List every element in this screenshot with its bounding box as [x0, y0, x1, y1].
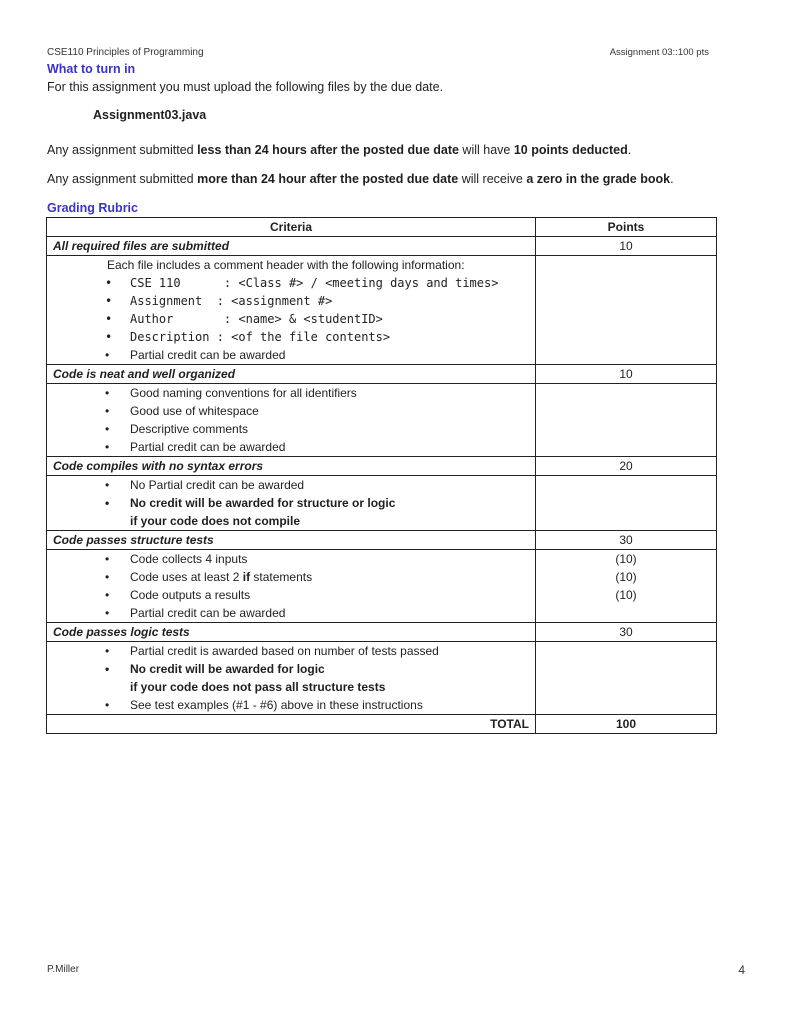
rubric-detail-structure	[47, 550, 717, 623]
list-item: • CSE 110 : <Class #> / <meeting days and times>	[53, 274, 529, 292]
rubric-row-structure	[47, 531, 717, 550]
criterion-intro: Each file includes a comment header with the following information:	[107, 258, 465, 272]
criterion-title: Code compiles with no syntax errors	[47, 457, 536, 476]
criterion-points: 30	[536, 623, 717, 642]
list-item: • Code outputs a results	[53, 586, 529, 604]
grading-rubric-heading: Grading Rubric	[47, 201, 138, 215]
criterion-title: Code passes structure tests	[47, 531, 536, 550]
turn-in-intro: For this assignment you must upload the following files by the due date.	[47, 80, 444, 94]
rubric-row-organized	[47, 365, 717, 384]
list-item: • No credit will be awarded for logic if your code does not pass all structure tests	[53, 660, 529, 696]
page-number: 4	[738, 963, 745, 977]
list-item: • Description : <of the file contents>	[53, 328, 529, 346]
rubric-detail-organized	[47, 384, 717, 457]
criterion-points: 10	[536, 237, 717, 256]
list-item: • Good use of whitespace	[53, 402, 529, 420]
rubric-detail-files	[47, 256, 717, 365]
list-item: • Assignment : <assignment #>	[53, 292, 529, 310]
sub-points: (10)	[615, 588, 637, 602]
list-item: • Partial credit is awarded based on number of tests passed	[53, 642, 529, 660]
what-to-turn-in-heading: What to turn in	[47, 62, 136, 76]
list-item: • Partial credit can be awarded	[53, 438, 529, 456]
rubric-detail-compiles	[47, 476, 717, 531]
rubric-row-compiles	[47, 457, 717, 476]
criterion-points: 10	[536, 365, 717, 384]
rubric-row-files	[47, 237, 717, 256]
criterion-title: Code is neat and well organized	[47, 365, 536, 384]
sub-points: (10)	[615, 570, 637, 584]
list-item: • Partial credit can be awarded	[53, 346, 529, 364]
footer-author: P.Miller	[47, 964, 80, 975]
total-points: 100	[536, 715, 717, 734]
list-item: • See test examples (#1 - #6) above in these instructions	[53, 696, 529, 714]
sub-points: (10)	[615, 552, 637, 566]
late-policy-2: Any assignment submitted more than 24 hour after the posted due date will receive a zero in the grade book.	[47, 172, 674, 186]
header-assignment: Assignment 03::100 pts	[609, 47, 709, 58]
criterion-title: All required files are submitted	[47, 237, 536, 256]
list-item: • Partial credit can be awarded	[53, 604, 529, 622]
criterion-points: 30	[536, 531, 717, 550]
required-file: Assignment03.java	[93, 108, 207, 122]
criterion-points: 20	[536, 457, 717, 476]
criteria-header: Criteria	[47, 218, 536, 237]
rubric-total-row	[47, 715, 717, 734]
list-item: • Good naming conventions for all identifiers	[53, 384, 529, 402]
points-header: Points	[536, 218, 717, 237]
total-label: TOTAL	[47, 715, 536, 734]
rubric-table	[46, 217, 717, 734]
list-item: • No Partial credit can be awarded	[53, 476, 529, 494]
late-policy-1: Any assignment submitted less than 24 hours after the posted due date will have 10 points deducted.	[47, 143, 632, 157]
rubric-detail-logic	[47, 642, 717, 715]
list-item: • Author : <name> & <studentID>	[53, 310, 529, 328]
list-item: • Descriptive comments	[53, 420, 529, 438]
rubric-row-logic	[47, 623, 717, 642]
rubric-header-row	[47, 218, 717, 237]
list-item: • Code collects 4 inputs	[53, 550, 529, 568]
criterion-title: Code passes logic tests	[47, 623, 536, 642]
list-item: • Code uses at least 2 if statements	[53, 568, 529, 586]
header-course: CSE110 Principles of Programming	[47, 47, 204, 58]
list-item: • No credit will be awarded for structure or logic if your code does not compile	[53, 494, 529, 530]
